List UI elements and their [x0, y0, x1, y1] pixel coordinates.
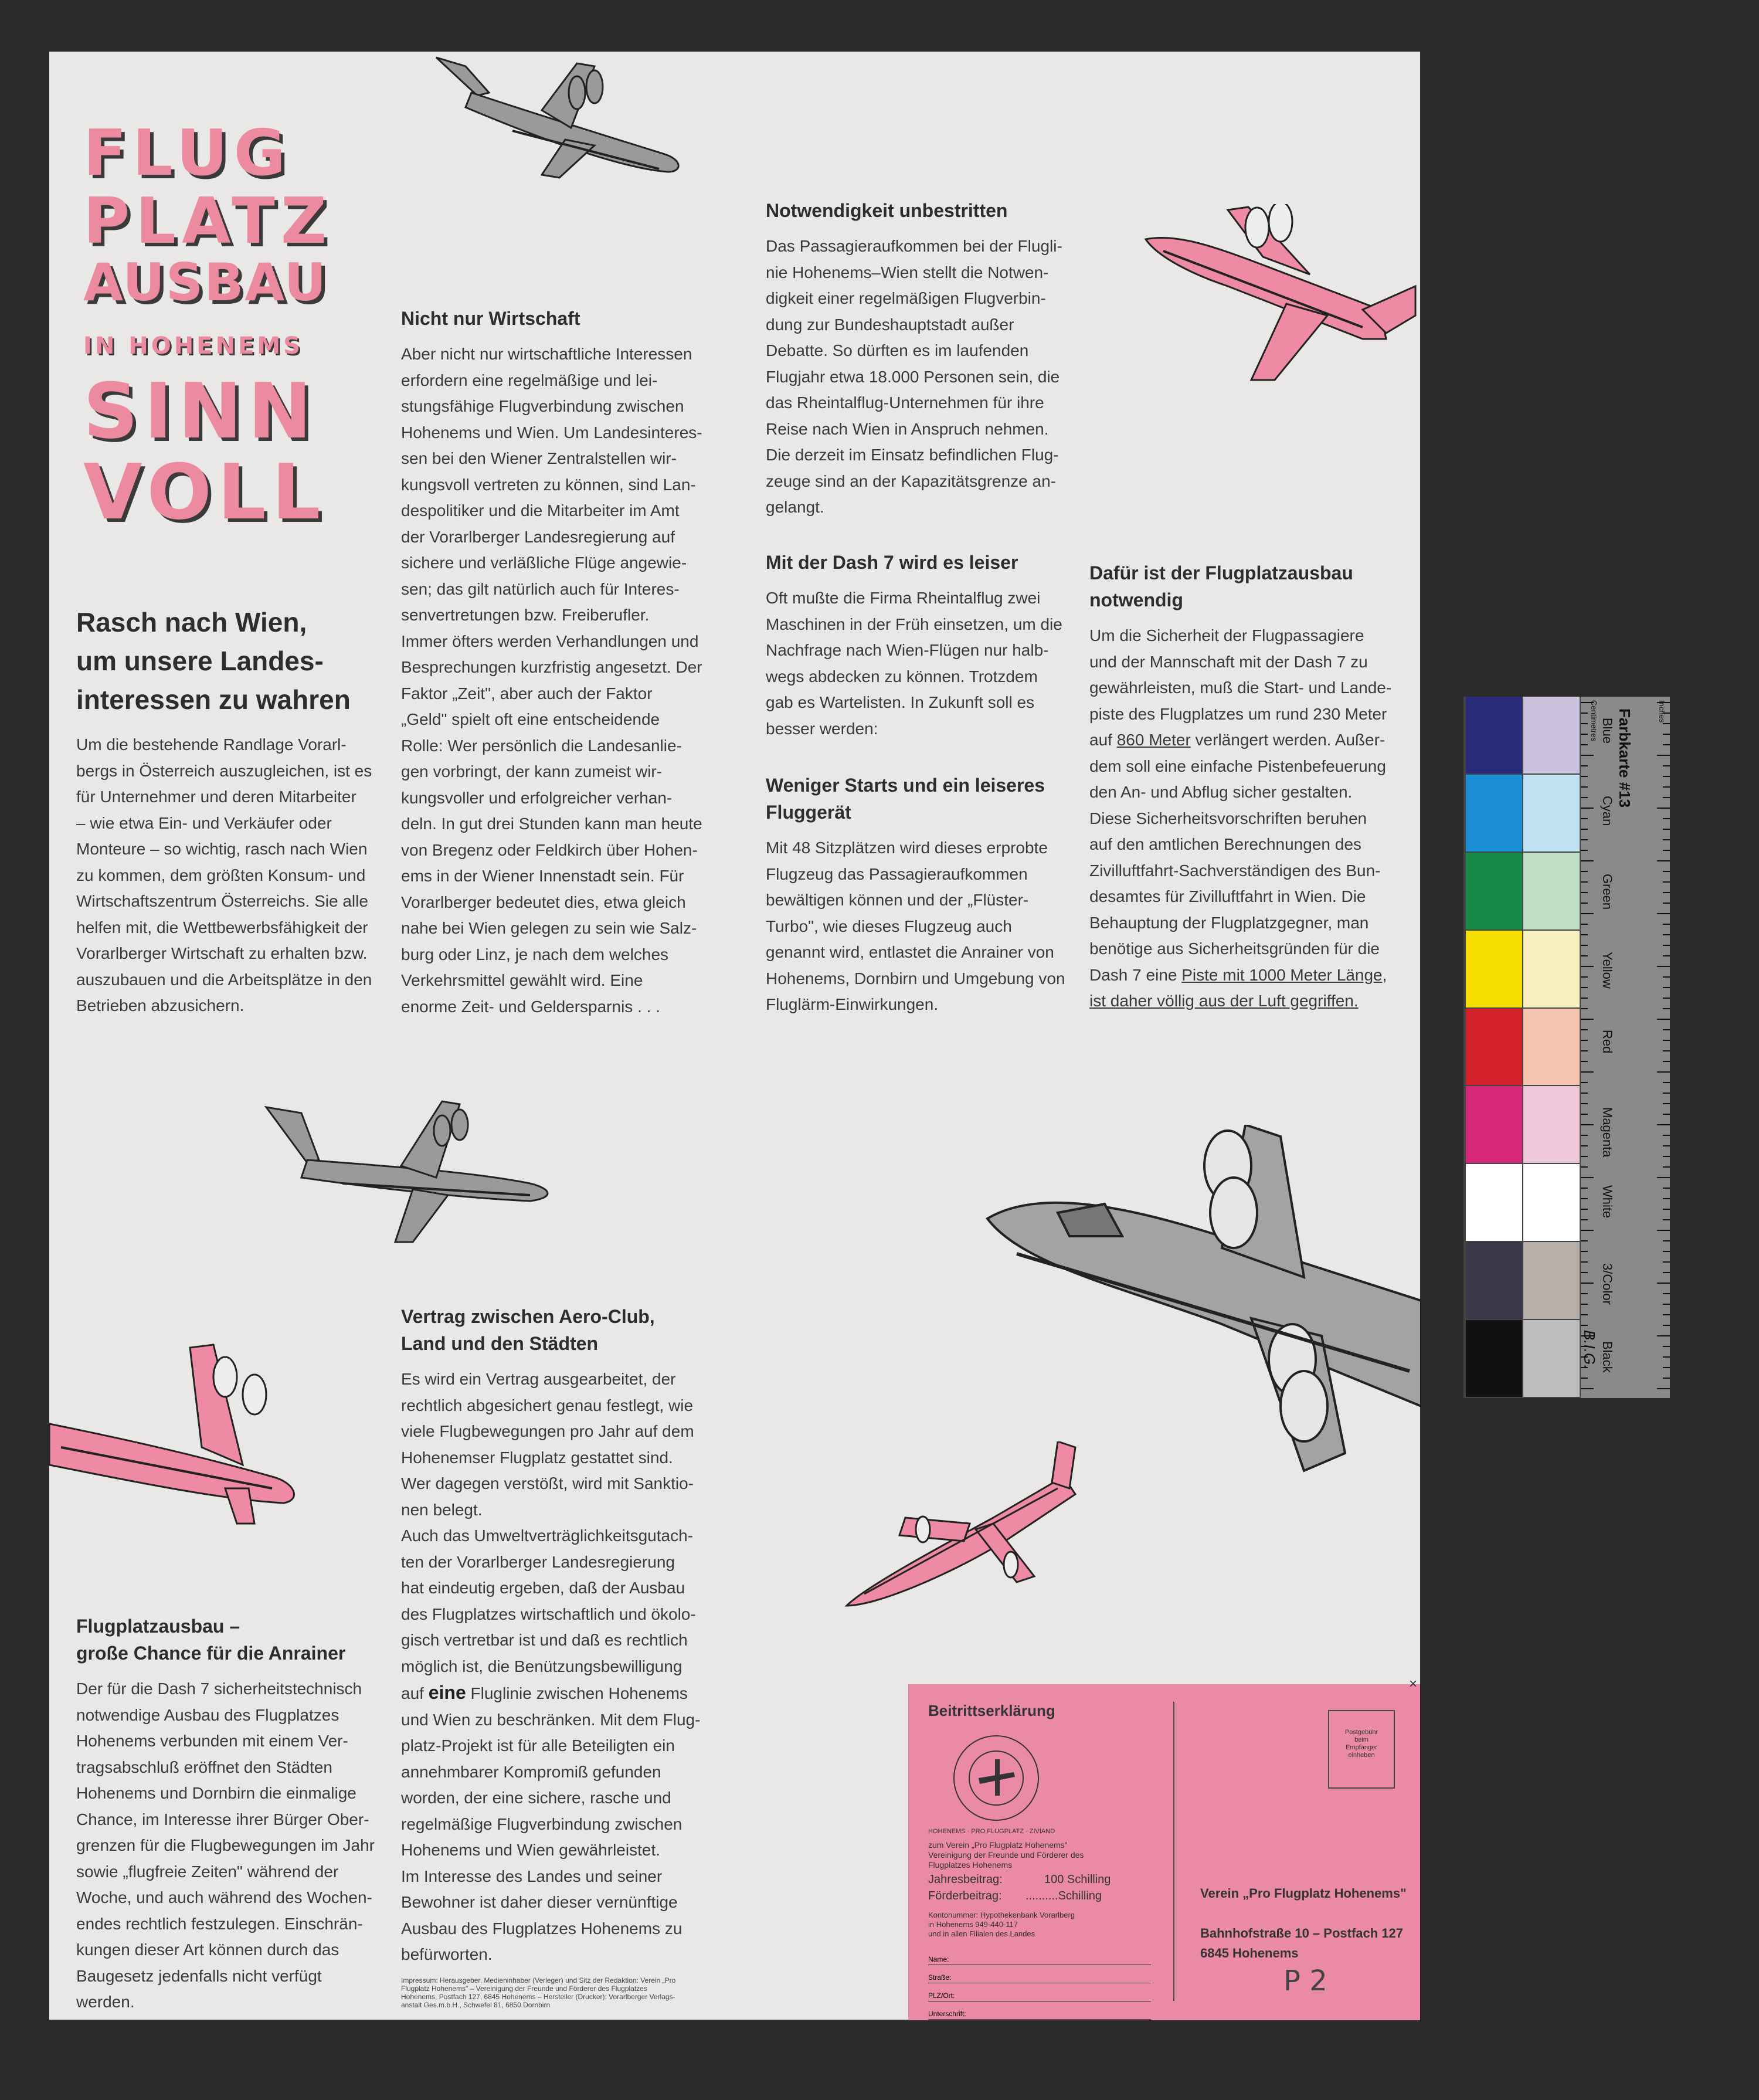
swatch-label: Cyan: [1600, 795, 1615, 826]
swatch-label: Red: [1600, 1029, 1615, 1053]
section-dash7-heading: Mit der Dash 7 wird es leiser: [766, 552, 1018, 573]
swatch-label: 3/Color: [1600, 1263, 1615, 1305]
card-field-name[interactable]: [928, 1947, 1151, 1965]
card-form-fields: [928, 1947, 1151, 2020]
swatch-label: Magenta: [1600, 1107, 1615, 1158]
colorbar-brand: B.I.G.: [1581, 1330, 1598, 1369]
swatch-yellow-tint: [1523, 931, 1580, 1007]
section-notwendigkeit-body: Das Passagieraufkommen bei der Flugli- nie Hohenems–Wien stellt die Notwen- digkeit einer regelmäßigen Flugverbin- dung zur Bundeshauptstadt außer Debatte. So dürften es im laufenden Flugjahr etwa 18.000 Personen sein, die das Rheintalflug-Unternehmen für ihre Reise nach Wien in Anspruch nehmen. Die derzeit im Einsatz befindlichen Flug- zeuge sind an der Kapazitätsgrenze an- gelangt.: [766, 237, 1062, 516]
section-vertrag: [401, 1303, 706, 1968]
card-jahresbeitrag-value: 100 Schilling: [1044, 1873, 1111, 1886]
card-title: Beitrittserklärung: [928, 1702, 1055, 1719]
card-field-plz[interactable]: [928, 1983, 1151, 2001]
section-dafuer-body-d: [1089, 962, 1394, 989]
swatch-blue-solid: [1466, 697, 1522, 773]
section-dafuer-heading: Dafür ist der Flugplatzausbau notwendig: [1089, 562, 1353, 610]
swatch-label: Blue: [1600, 718, 1615, 744]
section-weniger-starts: [766, 772, 1071, 1018]
card-address-city: 6845 Hohenems: [1200, 1946, 1299, 1960]
section-rasch-body: Um die bestehende Randlage Vorarl- bergs in Österreich auszugleichen, ist es für Unternehmer und deren Mitarbeiter – wie etwa Ein- und Verkäufer oder Monteure – so wichtig, rasch nach Wien zu kommen, dem größten Konsum- und Wirtschaftszentrum Österreichs. Sie alle helfen mit, die Wettbewerbsfähigkeit der Vorarlberger Wirtschaft zu erhalten bzw. auszubauen und die Arbeitsplätze in den Betrieben abzusichern.: [76, 735, 372, 1015]
swatch-white-solid: [1466, 1164, 1522, 1241]
section-nicht-nur-heading: Nicht nur Wirtschaft: [401, 308, 580, 329]
card-divider: [1173, 1702, 1174, 2001]
color-calibration-bar: [1463, 697, 1670, 1398]
swatch-red-tint: [1523, 1009, 1580, 1085]
swatch-green-solid: [1466, 853, 1522, 929]
card-foerderbeitrag-label: Förderbeitrag:: [928, 1889, 1002, 1902]
plane-illustration-grey-large: [976, 1125, 1421, 1477]
section-notwendigkeit-heading: Notwendigkeit unbestritten: [766, 200, 1008, 221]
headline-ausbau: AUSBAU: [83, 252, 328, 313]
measurement-ruler: [1581, 697, 1670, 1398]
swatch-magenta-solid: [1466, 1086, 1522, 1163]
swatch-blue-tint: [1523, 697, 1580, 773]
underlined-860-meter: 860 Meter: [1116, 731, 1191, 749]
section-vertrag-body-c: und Wien zu beschränken. Mit dem Flug- platz-Projekt ist für alle Beteiligten ein annehmbarer Kompromiß gefunden worden, der eine sichere, rasche und regelmäßige Flugverbindung zwischen Hohenems und Wien gewährleistet. Im Interesse des Landes und seiner Bewohner ist daher dieser vernünftige Ausbau des Flugplatzes Hohenems zu befürworten.: [401, 1710, 701, 1963]
card-konto: Kontonummer: Hypothekenbank Vorarlberg in Hohenems 949-440-117 und in allen Filialen des Landes: [928, 1911, 1075, 1938]
swatch-label: Green: [1600, 873, 1615, 910]
section-anrainer-heading: Flugplatzausbau – große Chance für die Anrainer: [76, 1616, 346, 1664]
section-vertrag-heading: Vertrag zwischen Aero-Club, Land und den Städten: [401, 1306, 655, 1354]
plane-illustration-grey-top: [425, 52, 694, 181]
plane-illustration-pink-small: [841, 1441, 1087, 1612]
impressum: [401, 1976, 729, 2009]
swatch-label: Black: [1600, 1341, 1615, 1373]
swatch-black-solid: [1466, 1320, 1522, 1397]
section-dash7: [766, 549, 1071, 742]
plane-illustration-grey-middle: [249, 1095, 565, 1248]
swatch-3-color-tint: [1523, 1242, 1580, 1319]
headline-in-hohenems: IN HOHENEMS: [83, 333, 303, 359]
field-label: Straße:: [928, 1973, 952, 1982]
colorbar-units-cm: Centimetres: [1590, 700, 1598, 742]
headline-platz: PLATZ: [83, 185, 333, 258]
headline-sinn: SINN: [83, 367, 318, 456]
section-dafuer-body-e: ist daher völlig aus der Luft gegriffen.: [1089, 992, 1359, 1010]
section-dafuer: [1089, 559, 1394, 1015]
card-stamp-box: [1328, 1710, 1395, 1789]
card-address-name: Verein „Pro Flugplatz Hohenems": [1200, 1886, 1407, 1901]
card-jahresbeitrag-label: Jahresbeitrag:: [928, 1873, 1003, 1886]
section-vertrag-body-a: Es wird ein Vertrag ausgearbeitet, der rechtlich abgesichert genau festlegt, wie viele Flugbewegungen pro Jahr auf dem Hohenemser Flugplatz gestattet sind. Wer dagegen verstößt, wird mit Sanktio- nen belegt. Auch das Umweltverträglichkeitsgutach- ten der Vorarlberger Landesregierung hat eindeutig ergeben, daß der Ausbau des Flugplatzes wirtschaftlich und ökolo- gisch vertretbar ist und daß es rechtlich möglich ist, die Benützungsbewilligung: [401, 1370, 696, 1675]
headline-voll: VOLL: [83, 447, 327, 537]
text-run: Dash 7 eine: [1089, 965, 1182, 984]
swatch-3-color-solid: [1466, 1242, 1522, 1319]
plane-illustration-pink-topright: [1140, 204, 1421, 403]
section-dafuer-body-c: dem soll eine einfache Pistenbefeuerung den An- und Abflug sicher gestalten. Diese Sicherheitsvorschriften beruhen auf den amtlichen Berechnungen des Zivilluftfahrt-Sachverständigen des Bun- desamtes für Zivilluftfahrt in Wien. Die Behauptung der Flugplatzgegner, man benötige aus Sicherheitsgründen für die: [1089, 756, 1386, 958]
field-label: Unterschrift:: [928, 2010, 966, 2018]
swatch-label: White: [1600, 1185, 1615, 1219]
section-vertrag-body-b: [401, 1680, 706, 1707]
swatch-black-tint: [1523, 1320, 1580, 1397]
underlined-1000-meter: Piste mit 1000 Meter Länge,: [1181, 965, 1387, 984]
section-weniger-heading: Weniger Starts und ein leiseres Fluggerät: [766, 775, 1045, 823]
impressum-text: Impressum: Herausgeber, Medieninhaber (Verleger) und Sitz der Redaktion: Verein „Pro Flugplatz Hohenems" – Vereinigung der Freunde und Förderer des Flugplatzes Hohenems, Postfach 127, 6845 Hohenems – Hersteller (Drucker): Vorarlberger Verlags- anstalt Ges.m.b.H., Schwefel 81, 6850 Dornbirn: [401, 1976, 676, 2009]
section-dafuer-body-a: Um die Sicherheit der Flugpassagiere und der Mannschaft mit der Dash 7 zu gewährleisten, muß die Start- und Lande- piste des Flugplatzes um rund 230 Meter: [1089, 626, 1392, 723]
swatch-magenta-tint: [1523, 1086, 1580, 1163]
section-anrainer-body: Der für die Dash 7 sicherheitstechnisch notwendige Ausbau des Flugplatzes Hohenems verbunden mit einem Ver- tragsabschluß eröffnet den Städten Hohenems und Dornbirn die einmalige Chance, im Interesse ihrer Bürger Ober- grenzen für die Flugbewegungen im Jahr sowie „flugfreie Zeiten" während der Woche, und auch während des Wochen- endes rechtlich festzulegen. Einschrän- kungen dieser Art können durch das Baugesetz jedenfalls nicht verfügt werden.: [76, 1680, 375, 2011]
card-field-unterschrift[interactable]: [928, 2001, 1151, 2020]
swatch-cyan-solid: [1466, 775, 1522, 851]
section-dash7-body: Oft mußte die Firma Rheintalflug zwei Maschinen in der Früh einsetzen, um die Nachfrage nach Wien-Flügen nur halb- wegs abdecken zu können. Trotzdem gab es Wartelisten. In Zukunft soll es besser werden:: [766, 589, 1062, 738]
colorbar-units-inches: Inches: [1658, 700, 1666, 723]
card-address-street: Bahnhofstraße 10 – Postfach 127: [1200, 1926, 1404, 1940]
section-rasch: [76, 603, 393, 1019]
card-cut-mark: ×: [1409, 1676, 1418, 1692]
field-label: PLZ/Ort:: [928, 1992, 955, 2000]
plane-illustration-pink-left: [49, 1336, 319, 1529]
card-verein-line: zum Verein „Pro Flugplatz Hohenems" Vereinigung der Freunde und Förderer des Flugplatzes Hohenems: [928, 1840, 1084, 1870]
text-run: auf: [1089, 731, 1117, 749]
bold-eine: eine: [428, 1682, 466, 1703]
section-weniger-body: Mit 48 Sitzplätzen wird dieses erprobte Flugzeug das Passagieraufkommen bewältigen können und der „Flüster- Turbo", wie dieses Flugzeug auch genannt wird, entlastet die Anrainer von Hohenems, Dornbirn und Umgebung von Fluglärm-Einwirkungen.: [766, 839, 1065, 1013]
swatch-green-tint: [1523, 853, 1580, 929]
card-field-strasse[interactable]: [928, 1965, 1151, 1983]
swatch-label: Yellow: [1600, 951, 1615, 989]
section-nicht-nur-body: Aber nicht nur wirtschaftliche Interessen erfordern eine regelmäßige und lei- stungsfähige Flugverbindung zwischen Hohenems und Wien. Um Landesinteres- sen bei den Wiener Zentralstellen wir- kungsvoll vertreten zu können, sind Lan- despolitiker und die Mitarbeiter im Amt der Vorarlberger Landesregierung auf sichere und verläßliche Flüge angewie- sen; das gilt natürlich auch für Interes- senvertretungen bzw. Freiberufler. Immer öfters werden Verhandlungen und Besprechungen kurzfristig angesetzt. Der Faktor „Zeit", aber auch der Faktor „Geld" spielt oft eine entscheidende Rolle: Wer persönlich die Landesanlie- gen vorbringt, der kann zumeist wir- kungsvoller und erfolgreicher verhan- deln. In gut drei Stunden kann man heute von Bregenz oder Feldkirch über Hohen- ems in der Wiener Innenstadt sein. Für Vorarlberger bedeutet dies, etwa gleich nahe bei Wien gelegen zu sein wie Salz- burg oder Linz, je nach dem welches Verkehrsmittel gewählt wird. Eine enorme Zeit- und Geldersparnis . . .: [401, 345, 702, 1016]
section-rasch-heading: Rasch nach Wien, um unsere Landes- interessen zu wahren: [76, 607, 351, 715]
swatch-red-solid: [1466, 1009, 1522, 1085]
membership-card: [908, 1676, 1420, 2020]
section-nicht-nur-wirtschaft: [401, 305, 706, 1020]
pro-flugplatz-logo: [949, 1731, 1043, 1825]
section-dafuer-body-b: [1089, 727, 1394, 754]
text-run: Fluglinie zwischen Hohenems: [466, 1684, 688, 1702]
swatch-yellow-solid: [1466, 931, 1522, 1007]
section-notwendigkeit: [766, 197, 1071, 521]
card-handwritten-note: P 2: [1283, 1965, 1327, 1997]
swatch-cyan-tint: [1523, 775, 1580, 851]
text-run: verlängert werden. Außer-: [1190, 731, 1386, 749]
colorbar-title: Farbkarte #13: [1616, 708, 1634, 808]
card-stamp-text: Postgebühr beim Empfänger einheben: [1344, 1729, 1378, 1759]
card-foerderbeitrag-value: ..........Schilling: [1025, 1889, 1102, 1902]
text-run: auf: [401, 1684, 429, 1702]
field-label: Name:: [928, 1955, 949, 1963]
section-anrainer: [76, 1613, 381, 2016]
headline-flug: FLUG: [83, 117, 292, 190]
swatch-white-tint: [1523, 1164, 1580, 1241]
card-logo-text: HOHENEMS · PRO FLUGPLATZ · ZIVIAND: [928, 1828, 1055, 1835]
